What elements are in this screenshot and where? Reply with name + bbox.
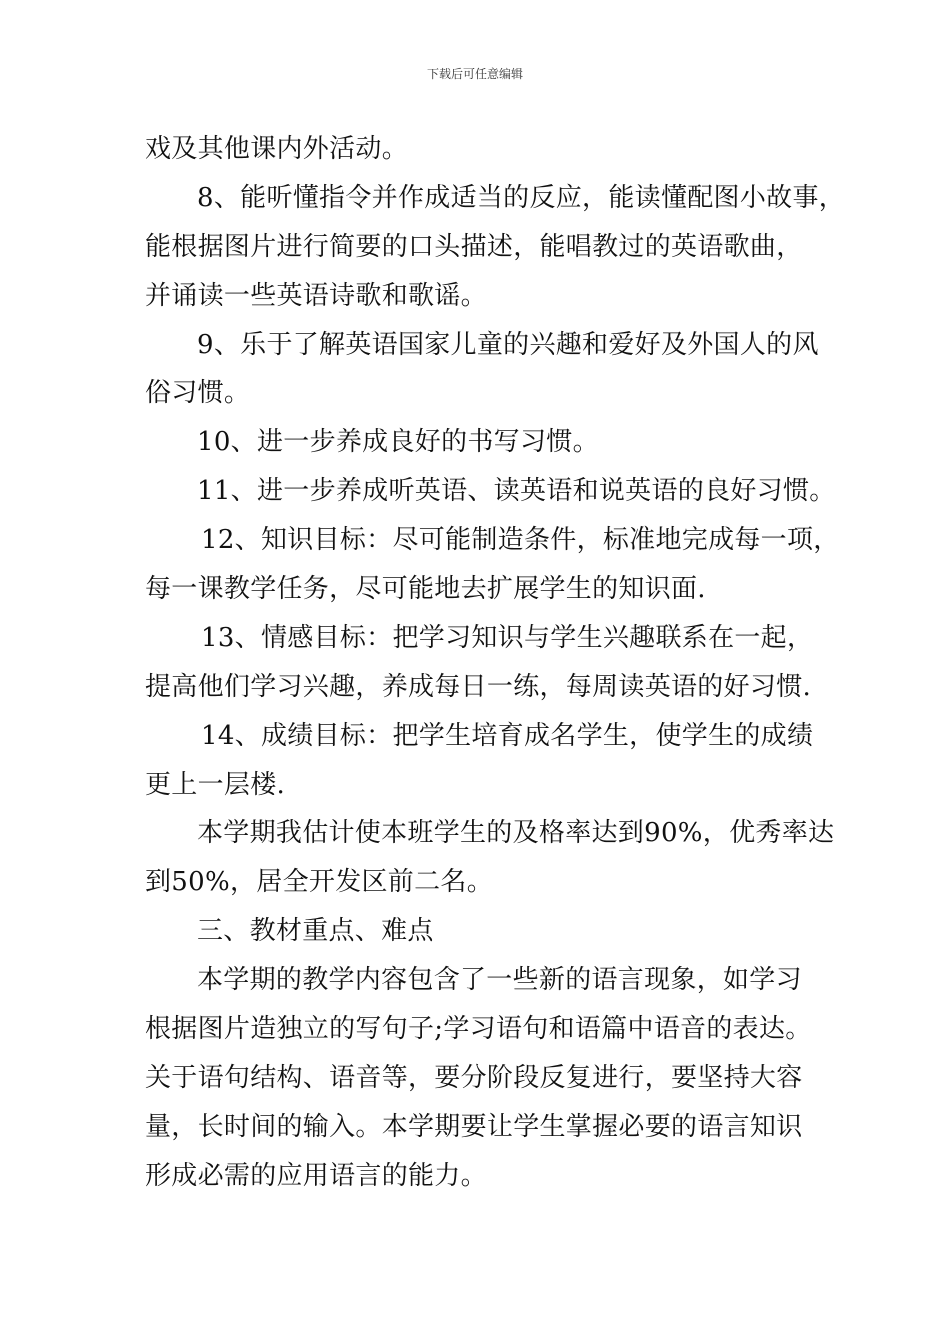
text-line: 戏及其他课内外活动。 — [145, 134, 409, 164]
text-line: 根据图片造独立的写句子;学习语句和语篇中语音的表达。 — [145, 1014, 812, 1045]
text-line: 量，长时间的输入。本学期要让学生掌握必要的语言知识 — [145, 1111, 803, 1142]
text-line: 并诵读一些英语诗歌和歌谣。 — [145, 280, 487, 311]
text-line: 形成必需的应用语言的能力。 — [145, 1160, 487, 1191]
text-line: 提高他们学习兴趣，养成每日一练，每周读英语的好习惯. — [145, 671, 812, 702]
text-line: 俗习惯。 — [145, 378, 251, 409]
text-line: 本学期我估计使本班学生的及格率达到90%，优秀率达 — [197, 818, 835, 849]
text-line: 14、成绩目标：把学生培育成名学生，使学生的成绩 — [201, 720, 814, 751]
text-line: 每一课教学任务，尽可能地去扩展学生的知识面. — [145, 574, 706, 605]
section-heading: 三、教材重点、难点 — [197, 916, 434, 947]
text-line: 8、能听懂指令并作成适当的反应，能读懂配图小故事， — [197, 182, 846, 213]
page-header: 下载后可任意编辑 — [426, 67, 523, 81]
text-line: 12、知识目标：尽可能制造条件，标准地完成每一项， — [201, 525, 840, 556]
text-line: 13、情感目标：把学习知识与学生兴趣联系在一起， — [201, 622, 814, 653]
text-line: 关于语句结构、语音等，要分阶段反复进行，要坚持大容 — [145, 1062, 803, 1093]
text-line: 本学期的教学内容包含了一些新的语言现象，如学习 — [197, 965, 802, 996]
text-line: 11、进一步养成听英语、读英语和说英语的良好习惯。 — [197, 476, 836, 507]
text-line: 9、乐于了解英语国家儿童的兴趣和爱好及外国人的风 — [197, 329, 819, 360]
text-line: 10、进一步养成良好的书写习惯。 — [197, 427, 599, 458]
text-line: 能根据图片进行简要的口头描述，能唱教过的英语歌曲， — [145, 231, 803, 262]
document-body — [145, 125, 846, 1201]
text-line: 到50%，居全开发区前二名。 — [145, 867, 493, 898]
text-line: 更上一层楼. — [145, 769, 286, 800]
